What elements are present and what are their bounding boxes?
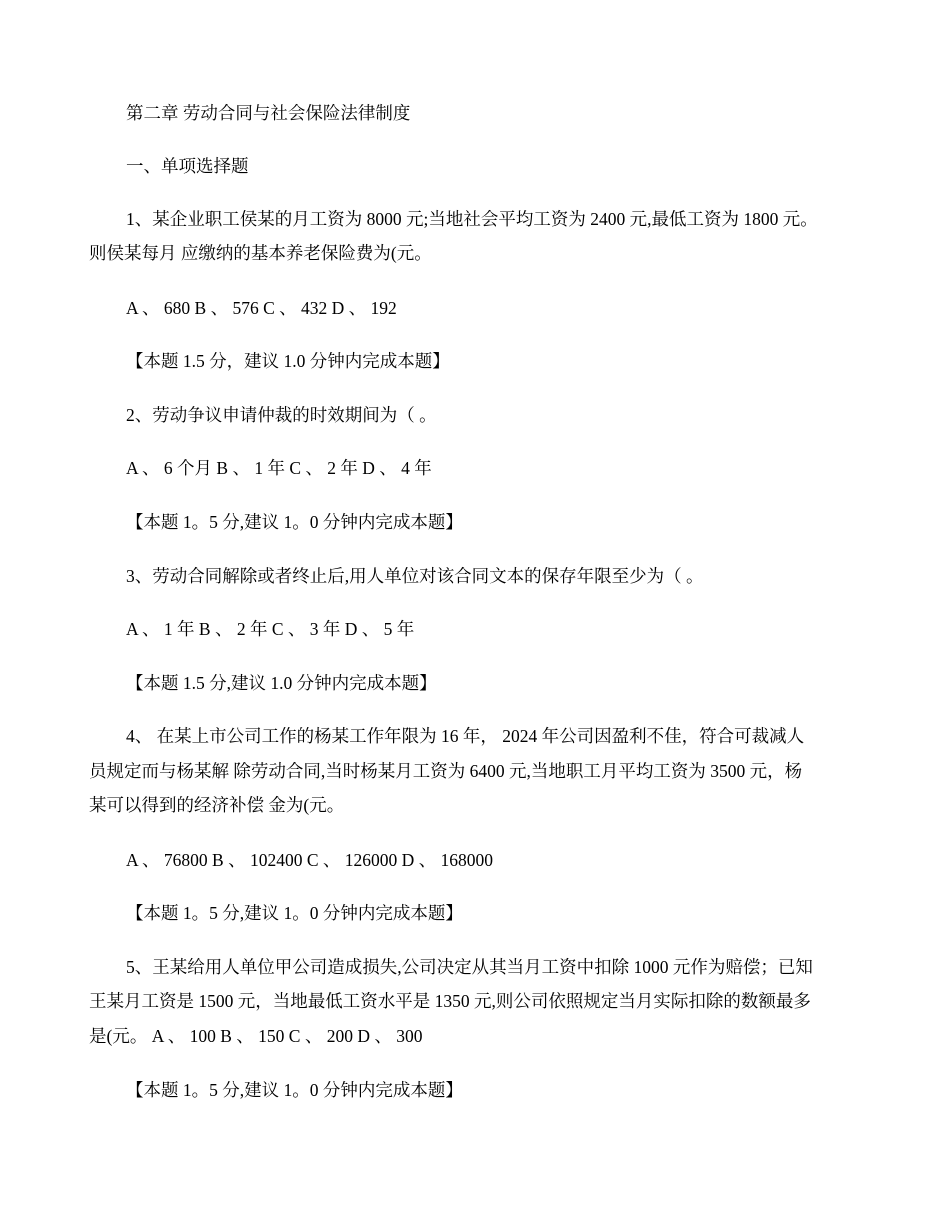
question-5-note: 【本题 1。5 分,建议 1。0 分钟内完成本题】 (126, 1080, 463, 1100)
question-4-stem-line-2: 员规定而与杨某解 除劳动合同,当时杨某月工资为 6400 元,当地职工月平均工资为 3500 元，杨 (89, 761, 803, 781)
question-3-note: 【本题 1.5 分,建议 1.0 分钟内完成本题】 (126, 673, 437, 693)
question-2-stem-line-1: 2、劳动争议申请仲裁的时效期间为（ 。 (126, 405, 437, 425)
section-title: 一、单项选择题 (126, 156, 249, 176)
question-1-stem-line-2: 则侯某每月 应缴纳的基本养老保险费为(元。 (89, 243, 432, 263)
question-5-stem-line-2: 王某月工资是 1500 元，当地最低工资水平是 1350 元,则公司依照规定当月实际扣除的数额最多 (89, 991, 811, 1011)
question-5-stem-line-3: 是(元。 A 、 100 B 、 150 C 、 200 D 、 300 (89, 1026, 423, 1046)
question-5-stem-line-1: 5、王某给用人单位甲公司造成损失,公司决定从其当月工资中扣除 1000 元作为赔偿；已知 (126, 957, 813, 977)
question-2-note: 【本题 1。5 分,建议 1。0 分钟内完成本题】 (126, 512, 463, 532)
question-4-note: 【本题 1。5 分,建议 1。0 分钟内完成本题】 (126, 903, 463, 923)
question-1-stem-line-1: 1、某企业职工侯某的月工资为 8000 元;当地社会平均工资为 2400 元,最低工资为 1800 元。 (126, 209, 818, 229)
question-4-stem-line-3: 某可以得到的经济补偿 金为(元。 (89, 795, 345, 815)
question-2-options: A 、 6 个月 B 、 1 年 C 、 2 年 D 、 4 年 (126, 458, 432, 478)
question-1-options: A 、 680 B 、 576 C 、 432 D 、 192 (126, 298, 397, 318)
chapter-title: 第二章 劳动合同与社会保险法律制度 (126, 103, 411, 123)
question-4-stem-line-1: 4、 在某上市公司工作的杨某工作年限为 16 年， 2024 年公司因盈利不佳，符合可裁减人 (126, 726, 805, 746)
question-3-stem-line-1: 3、劳动合同解除或者终止后,用人单位对该合同文本的保存年限至少为（ 。 (126, 566, 704, 586)
question-4-options: A 、 76800 B 、 102400 C 、 126000 D 、 168000 (126, 850, 494, 870)
question-1-note: 【本题 1.5 分，建议 1.0 分钟内完成本题】 (126, 351, 450, 371)
question-3-options: A 、 1 年 B 、 2 年 C 、 3 年 D 、 5 年 (126, 619, 415, 639)
